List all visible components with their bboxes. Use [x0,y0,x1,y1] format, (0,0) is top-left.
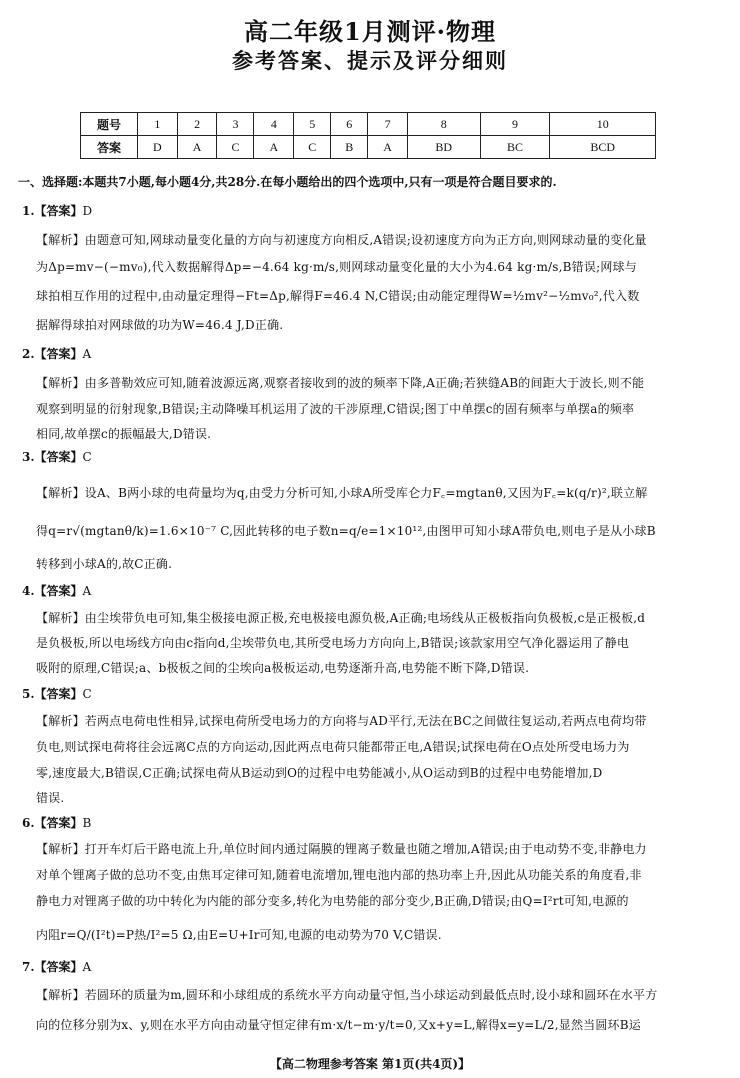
table-cell: 2 [177,113,217,136]
question-header [22,202,92,219]
analysis-line: 【解析】若圆环的质量为m,圆环和小球组成的系统水平方向动量守恒,当小球运动到最低点时,设小球和圆环在水平方 [36,988,658,1002]
analysis-line: 错误. [36,791,65,805]
page-subtitle: 参考答案、提示及评分细则 [232,48,508,73]
table-cell: A [368,136,408,159]
answer-value: A [82,960,92,974]
analysis-line: 【解析】若两点电荷电性相异,试探电荷所受电场力的方向将与AD平行,无法在BC之间做往复运动,若两点电荷均带 [36,714,647,728]
question-header [22,685,92,702]
answer-value: A [82,347,92,361]
table-cell: 9 [480,113,550,136]
table-row-numbers [81,113,656,136]
table-cell: BD [407,136,480,159]
question-number: 4. [22,584,35,598]
analysis-line: 静电力对锂离子做的功中转化为内能的部分变多,转化为电势能的部分变少,B正确,D错误;由Q=I²rt可知,电源的 [36,894,629,908]
analysis-line: 内阻r=Q/(I²t)=P热/I²=5 Ω,由E=U+Ir可知,电源的电动势为70 V,C错误. [36,928,442,942]
row-label: 题号 [81,113,138,136]
analysis-line: 相同,故单摆c的振幅最大,D错误. [36,427,212,441]
analysis-line: 零,速度最大,B错误,C正确;试探电荷从B运动到O的过程中电势能减小,从O运动到B的过程中电势能增加,D [36,766,603,780]
analysis-line: 是负极板,所以电场线方向由c指向d,尘埃带负电,其所受电场力方向向上,B错误;该款家用空气净化器运用了静电 [36,636,630,650]
row-label: 答案 [81,136,138,159]
analysis-line: 负电,则试探电荷将往会远离C点的方向运动,因此两点电荷只能都带正电,A错误;试探电荷在O点处所受电场力为 [36,740,630,754]
table-cell: 4 [254,113,294,136]
analysis-line: 球拍相互作用的过程中,由动量定理得−Ft=Δp,解得F=46.4 N,C错误;由动能定理得W=½mv²−½mv₀²,代入数 [36,289,640,303]
analysis-line: 【解析】由题意可知,网球动量变化量的方向与初速度方向相反,A错误;设初速度方向为正方向,则网球动量的变化量 [36,233,647,247]
answer-label: 【答案】 [34,687,83,701]
table-cell: D [138,136,178,159]
table-row-answers [81,136,656,159]
page-footer: 【高二物理参考答案 第1页(共4页)】 [269,1057,471,1071]
analysis-line: 【解析】打开车灯后干路电流上升,单位时间内通过隔膜的锂离子数量也随之增加,A错误;由于电动势不变,非静电力 [36,842,647,856]
answer-value: B [82,816,92,830]
answer-value: D [82,204,93,218]
analysis-line: 【解析】设A、B两小球的电荷量均为q,由受力分析可知,小球A所受库仑力F꜀=mgtanθ,又因为F꜀=k(q/r)²,联立解 [36,486,648,500]
question-number: 2. [22,347,35,361]
question-header [22,345,91,362]
table-cell: B [331,136,368,159]
table-cell: BC [480,136,550,159]
question-number: 6. [22,816,35,830]
answer-label: 【答案】 [34,347,83,361]
table-cell: 7 [368,113,408,136]
answer-label: 【答案】 [34,204,83,218]
question-number: 3. [22,450,35,464]
answer-value: A [82,584,92,598]
answer-table [80,112,656,159]
analysis-line: 对单个锂离子做的总功不变,由焦耳定律可知,随着电流增加,锂电池内部的热功率上升,因此从功能关系的角度看,非 [36,868,642,882]
analysis-line: 据解得球拍对网球做的功为W=46.4 J,D正确. [36,318,284,332]
table-cell: 8 [407,113,480,136]
question-number: 7. [22,960,35,974]
answer-label: 【答案】 [34,584,83,598]
page-title: 高二年级1月测评·物理 [243,17,497,46]
table-cell: C [217,136,254,159]
table-cell: 5 [294,113,331,136]
analysis-line: 【解析】由多普勒效应可知,随着波源远离,观察者接收到的波的频率下降,A正确;若狭缝AB的间距大于波长,则不能 [36,376,645,390]
question-header [22,814,91,831]
question-number: 1. [22,204,35,218]
analysis-line: 吸附的原理,C错误;a、b极板之间的尘埃向a极板运动,电势逐渐升高,电势能不断下降,D错误. [36,661,530,675]
answer-value: C [82,687,92,701]
analysis-line: 【解析】由尘埃带负电可知,集尘极接电源正极,充电极接电源负极,A正确;电场线从正极板指向负极板,c是正极板,d [36,611,646,625]
table-cell: 10 [550,113,656,136]
table-cell: A [254,136,294,159]
answer-label: 【答案】 [34,450,83,464]
analysis-line: 为Δp=mv−(−mv₀),代入数据解得Δp=−4.64 kg·m/s,则网球动量变化量的大小为4.64 kg·m/s,B错误;网球与 [36,260,637,274]
analysis-line: 转移到小球A的,故C正确. [36,557,173,571]
section-heading: 一、选择题:本题共7小题,每小题4分,共28分.在每小题给出的四个选项中,只有一项是符合题目要求的. [18,175,557,189]
question-header [22,582,91,599]
table-cell: BCD [550,136,656,159]
table-cell: 6 [331,113,368,136]
answer-value: C [82,450,92,464]
table-cell: 3 [217,113,254,136]
table-cell: 1 [138,113,178,136]
table-cell: C [294,136,331,159]
question-header [22,958,91,975]
answer-label: 【答案】 [34,816,83,830]
table-cell: A [177,136,217,159]
question-number: 5. [22,687,35,701]
analysis-line: 得q=r√(mgtanθ/k)=1.6×10⁻⁷ C,因此转移的电子数n=q/e=1×10¹²,由图甲可知小球A带负电,则电子是从小球B [36,524,656,538]
analysis-line: 向的位移分别为x、y,则在水平方向由动量守恒定律有m·x/t−m·y/t=0,又x+y=L,解得x=y=L/2,显然当圆环B运 [36,1018,641,1032]
question-header [22,448,92,465]
analysis-line: 观察到明显的衍射现象,B错误;主动降噪耳机运用了波的干涉原理,C错误;图丁中单摆c的固有频率与单摆a的频率 [36,402,635,416]
answer-label: 【答案】 [34,960,83,974]
